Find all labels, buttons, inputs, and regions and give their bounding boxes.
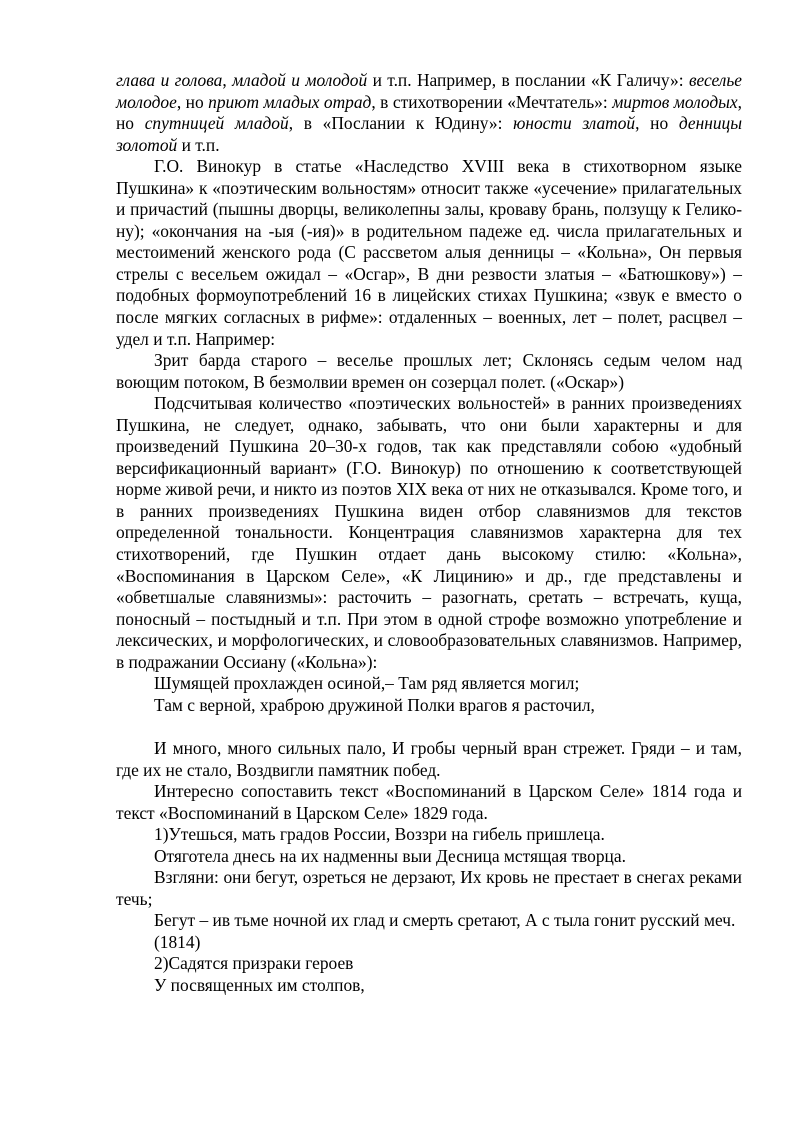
text-span: , в стихотворении «Мечтатель»: — [371, 91, 613, 112]
blank-line — [116, 716, 742, 738]
verse-line: У посвященных им столпов, — [154, 974, 365, 995]
paragraph-1 — [116, 70, 742, 156]
text-span: и т.п. — [177, 134, 220, 155]
verse-line: Там с верной, храброю дружиной Полки врагов я расточил, — [154, 694, 595, 715]
text-span: , в «Послании к Юдину»: — [288, 113, 514, 134]
text-span: , — [222, 70, 233, 90]
paragraph-3: Зрит барда старого – веселье прошлых лет; Склонясь седым челом над воющим потоком, В безмолвии времен он созерцал полет. («Оскар») — [116, 350, 742, 392]
text-span: , но — [116, 91, 743, 134]
text-span: и т.п. Например, в послании «К Галичу»: — [367, 70, 689, 90]
verse-line: Отяготела днесь на их надменны выи Десница мстящая творца. — [154, 845, 626, 866]
text-span: , но — [635, 113, 679, 134]
paragraph-8: Интересно сопоставить текст «Воспоминаний в Царском Селе» 1814 года и текст «Воспоминаний в Царском Селе» 1829 года. — [116, 781, 742, 823]
text-span: миртов молодых — [612, 91, 738, 112]
text-span: спутницей младой — [144, 113, 289, 134]
paragraph-4: Подсчитывая количество «поэтических вольностей» в ранних произведениях Пушкина, не следует, однако, забывать, что они были характерны и для произведений Пушкина 20–30-х годов, так как представляли собою «удобный версификационный вариант» (Г.О. Винокур) по отношению к соответствующей норме живой речи, и никто из поэтов XIX века от них не отказывался. Кроме того, и в ранних произведениях Пушкина виден отбор славянизмов для текстов определенной тональности. Концентрация славянизмов характерна для тех стихотворений, где Пушкин отдает дань высокому стилю: «Кольна», «Воспоминания в Царском Селе», «К Лицинию» и др., где представлены и «обветшалые славянизмы»: расточить – разогнать, сретать – встречать, куща, поносный – постыдный и т.п. При этом в одной строфе возможно употребление и лексических, и морфологических, и словообразовательных славянизмов. Например, в подражании Оссиану («Кольна»): — [116, 393, 742, 672]
text-span: глава и голова — [116, 70, 223, 90]
paragraph-7: И много, много сильных пало, И гробы черный вран стрежет. Гряди – и там, где их не стало, Воздвигли памятник побед. — [116, 737, 742, 780]
text-span: приют младых отрад — [208, 91, 372, 112]
verse-line: 2)Садятся призраки героев — [154, 953, 354, 974]
document-page — [116, 70, 742, 997]
text-span: денницы золотой — [116, 113, 742, 155]
verse-line: 1)Утешься, мать градов России, Воззри на гибель пришлеца. — [154, 824, 605, 845]
text-span: веселье молодое — [116, 70, 742, 112]
verse-line: Взгляни: они бегут, озреться не дерзают, Их кровь не престает в снегах реками течь; — [116, 867, 742, 909]
verse-line: Бегут – ив тьме ночной их глад и смерть сретают, А с тыла гонит русский меч. — [154, 910, 736, 931]
verse-line: Шумящей прохлажден осиной,– Там ряд является могил; — [154, 673, 580, 694]
text-span: , но — [176, 91, 209, 112]
verse-year: (1814) — [154, 931, 201, 952]
text-span: младой и молодой — [232, 70, 368, 90]
paragraph-2: Г.О. Винокур в статье «Наследство XVIII века в стихотворном языке Пушкина» к «поэтическим вольностям» относит также «усечение» прилагательных и причастий (пышны дворцы, великолепны залы, кроваву брань, ползущу к Гелико- ну); «окончания на -ыя (-ия)» в родительном падеже ед. числа прилагательных и местоимений женского рода (С рассветом алыя денницы – «Кольна», Он первыя стрелы с весельем ожидал – «Осгар», В дни резвости златыя – «Батюшкову») – подобных формоупотреблений 16 в лицейских стихах Пушкина; «звук е вместо о после мягких согласных в рифме»: отдаленных – военных, лет – полет, расцвел – удел и т.п. Например: — [116, 156, 742, 349]
text-span: юности златой — [513, 113, 636, 134]
